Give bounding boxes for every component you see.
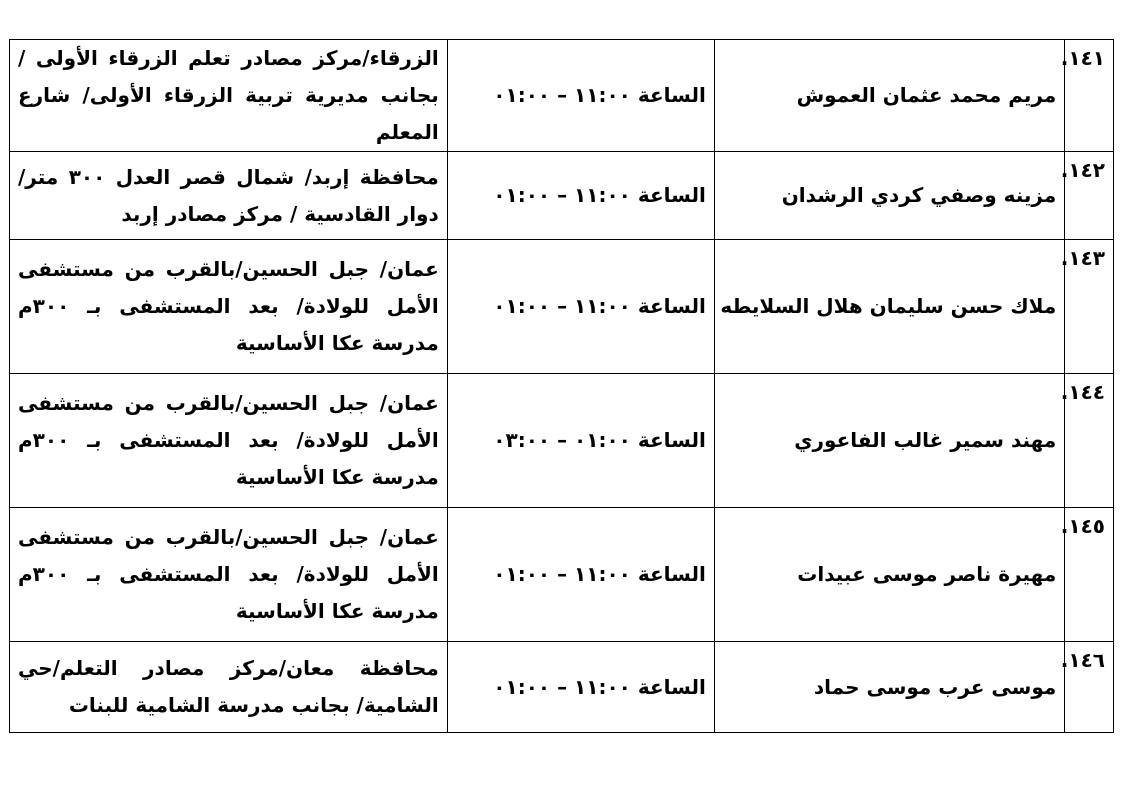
time-slot: الساعة ١١:٠٠ – ٠١:٠٠ (447, 152, 714, 240)
location-address: محافظة إربد/ شمال قصر العدل ٣٠٠ متر/ دوار القادسية / مركز مصادر إربد (10, 152, 448, 240)
row-number: ١٤٤. (1065, 374, 1114, 508)
time-slot: الساعة ١١:٠٠ – ٠١:٠٠ (447, 40, 714, 152)
table-row (10, 240, 1114, 374)
time-slot: الساعة ١١:٠٠ – ٠١:٠٠ (447, 508, 714, 642)
table-row (10, 152, 1114, 240)
person-name: ملاك حسن سليمان هلال السلايطه (714, 240, 1064, 374)
person-name: موسى عرب موسى حماد (714, 642, 1064, 733)
location-address: عمان/ جبل الحسين/بالقرب من مستشفى الأمل للولادة/ بعد المستشفى بـ ٣٠٠م مدرسة عكا الأساسية (10, 374, 448, 508)
row-number: ١٤١. (1065, 40, 1114, 152)
location-address: محافظة معان/مركز مصادر التعلم/حي الشامية/ بجانب مدرسة الشامية للبنات (10, 642, 448, 733)
location-address: عمان/ جبل الحسين/بالقرب من مستشفى الأمل للولادة/ بعد المستشفى بـ ٣٠٠م مدرسة عكا الأساسية (10, 508, 448, 642)
time-slot: الساعة ٠١:٠٠ – ٠٣:٠٠ (447, 374, 714, 508)
row-number: ١٤٣. (1065, 240, 1114, 374)
table-row (10, 374, 1114, 508)
time-slot: الساعة ١١:٠٠ – ٠١:٠٠ (447, 240, 714, 374)
table-row (10, 508, 1114, 642)
row-number: ١٤٥. (1065, 508, 1114, 642)
person-name: مريم محمد عثمان العموش (714, 40, 1064, 152)
table-row (10, 40, 1114, 152)
person-name: مهيرة ناصر موسى عبيدات (714, 508, 1064, 642)
row-number: ١٤٢. (1065, 152, 1114, 240)
location-address: عمان/ جبل الحسين/بالقرب من مستشفى الأمل للولادة/ بعد المستشفى بـ ٣٠٠م مدرسة عكا الأساسية (10, 240, 448, 374)
schedule-table (9, 39, 1114, 733)
person-name: مزينه وصفي كردي الرشدان (714, 152, 1064, 240)
time-slot: الساعة ١١:٠٠ – ٠١:٠٠ (447, 642, 714, 733)
table-row (10, 642, 1114, 733)
row-number: ١٤٦. (1065, 642, 1114, 733)
person-name: مهند سمير غالب الفاعوري (714, 374, 1064, 508)
location-address: الزرقاء/مركز مصادر تعلم الزرقاء الأولى /بجانب مديرية تربية الزرقاء الأولى/ شارع المعلم (10, 40, 448, 152)
